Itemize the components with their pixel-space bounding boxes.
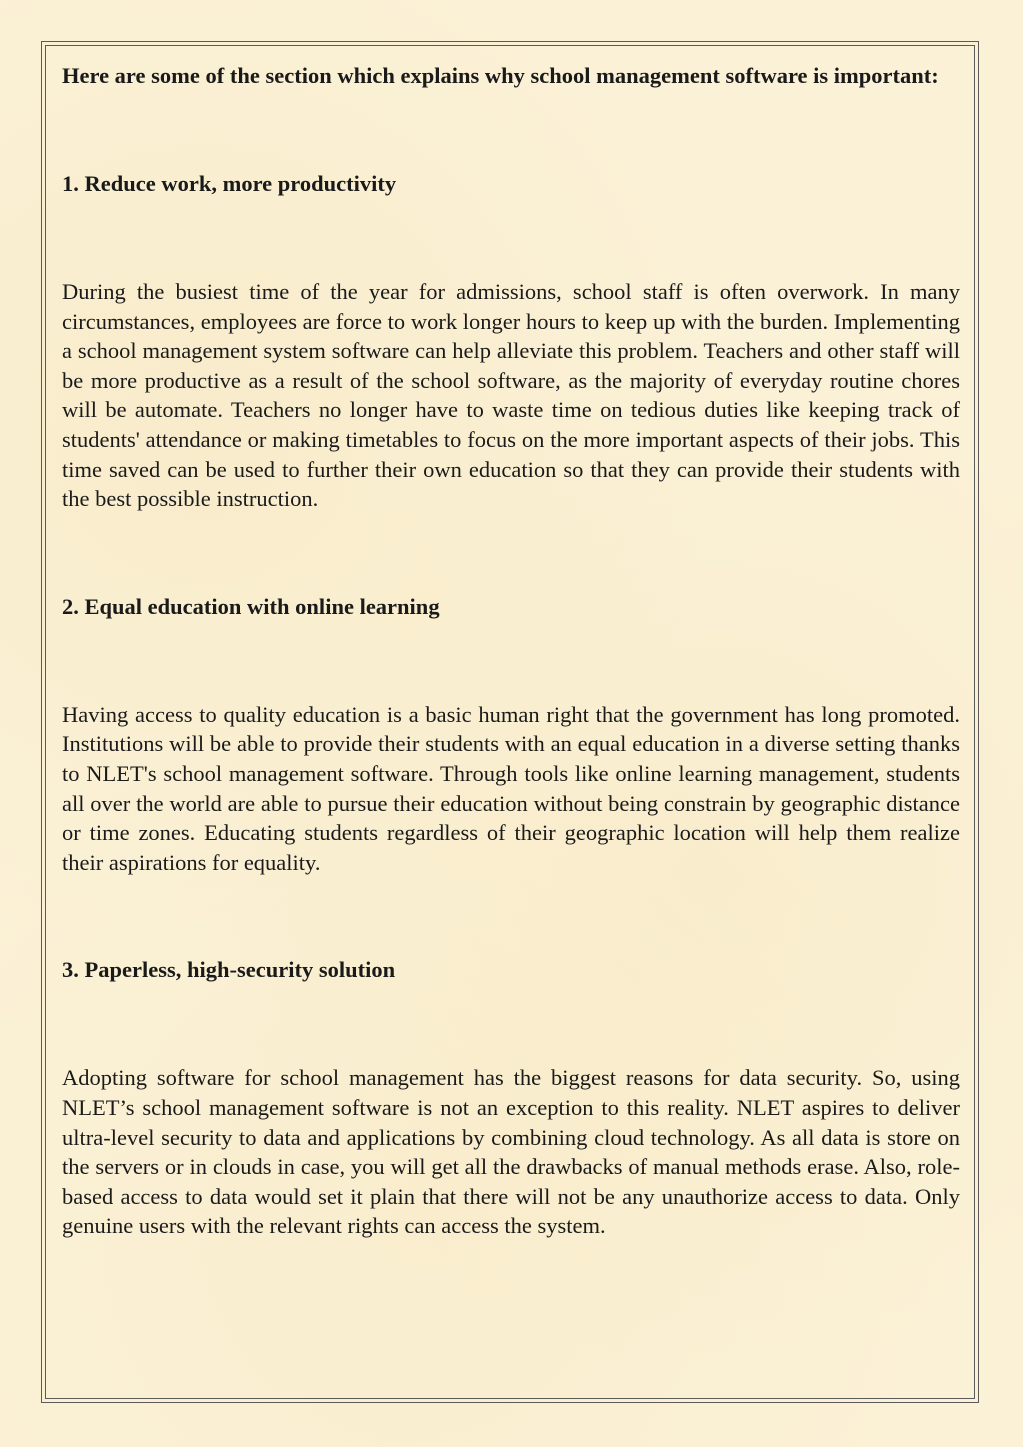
section-body-paperless-security: Adopting software for school management has the biggest reasons for data security. So, using NLET’s school management software is not an exception to this reality. NLET aspires to deliver ultra-level security to data and applications by combining cloud technology. As all data is store on the servers or in clouds in case, you will get all the drawbacks of manual methods erase. Also, role-based access to data would set it plain that there will not be any unauthorize access to data. Only genuine users with the relevant rights can access the system.	[62, 1065, 960, 1239]
intro-paragraph: Here are some of the section which explains why school management software is important:	[62, 63, 939, 88]
section-body-reduce-work: During the busiest time of the year for admissions, school staff is often overwork. In many circumstances, employees are force to work longer hours to keep up with the burden. Implementing a school management system software can help alleviate this problem. Teachers and other staff will be more productive as a result of the school software, as the majority of everyday routine chores will be automate. Teachers no longer have to waste time on tedious duties like keeping track of students' attendance or making timetables to focus on the more important aspects of their jobs. This time saved can be used to further their own education so that they can provide their students with the best possible instruction.	[62, 279, 960, 512]
section-heading-paperless-security: 3. Paperless, high-security solution	[62, 957, 396, 983]
section-heading-reduce-work: 1. Reduce work, more productivity	[62, 171, 397, 196]
document-content	[62, 60, 960, 1241]
section-body-equal-education: Having access to quality education is a basic human right that the government has long promoted. Institutions will be able to provide their students with an equal education in a diverse setting thanks to NLET's school management software. Through tools like online learning management, students all over the world are able to pursue their education without being constrain by geographic distance or time zones. Educating students regardless of their geographic location will help them realize their aspirations for equality.	[62, 701, 960, 875]
section-heading-equal-education: 2. Equal education with online learning	[62, 593, 440, 619]
